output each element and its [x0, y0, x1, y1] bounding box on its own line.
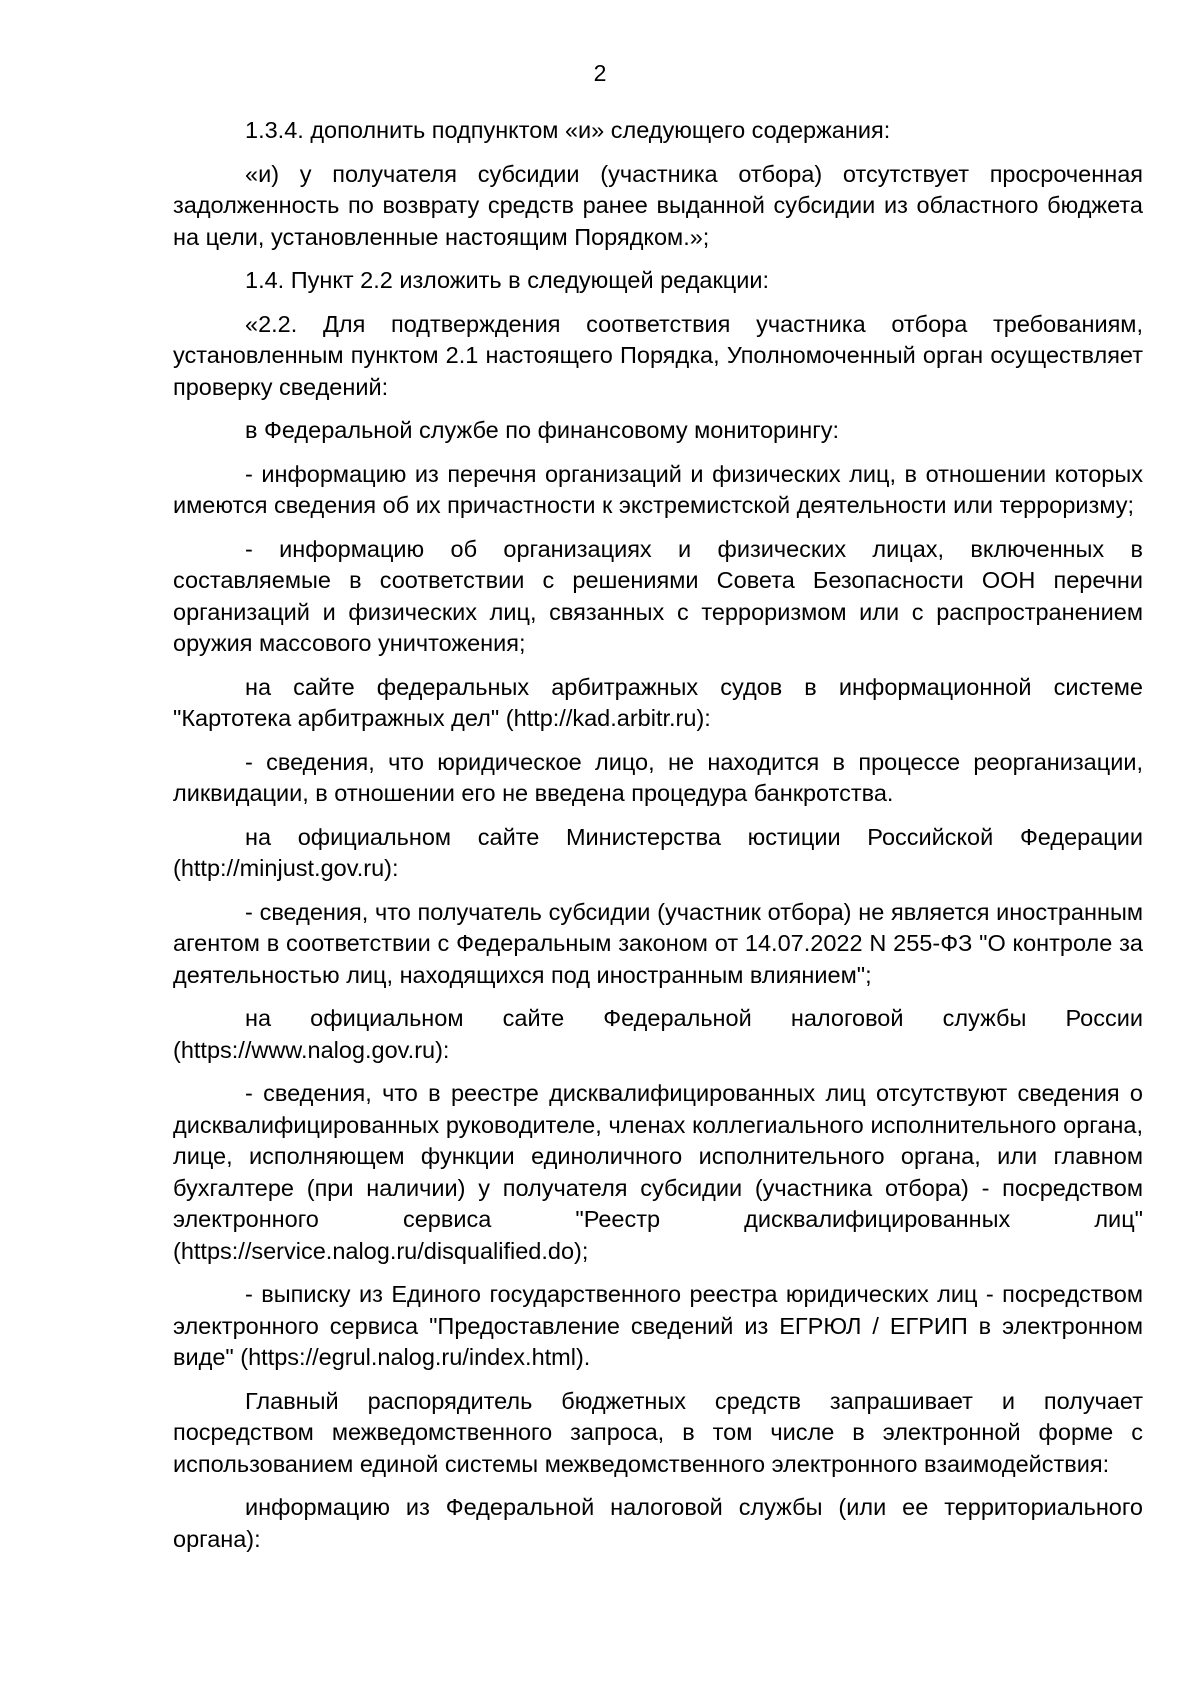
paragraph-foreign-agent-info: - сведения, что получатель субсидии (участник отбора) не является иностранным агентом в соответствии с Федеральным законом от 14.07.2022 N 255-ФЗ "О контроле за деятельностью лиц, находящихся под иностранным влиянием"; — [173, 898, 1143, 988]
paragraph-item-2-2: «2.2. Для подтверждения соответствия участника отбора требованиям, установленным пунктом 2.1 настоящего Порядка, Уполномоченный орган осуществляет проверку сведений: — [173, 310, 1143, 400]
paragraph-item-1-4: 1.4. Пункт 2.2 изложить в следующей редакции: — [245, 267, 770, 293]
paragraph-item-1-3-4: 1.3.4. дополнить подпунктом «и» следующего содержания: — [245, 117, 891, 143]
page-number: 2 — [593, 60, 607, 86]
paragraph-arbitration-site: на сайте федеральных арбитражных судов в информационной системе "Картотека арбитражных дел" (http://kad.arbitr.ru): — [173, 673, 1143, 731]
paragraph-subitem-i: «и) у получателя субсидии (участника отбора) отсутствует просроченная задолженность по возврату средств ранее выданной субсидии из областного бюджета на цели, установленные настоящим Порядком.»; — [173, 160, 1143, 250]
paragraph-interagency-request: Главный распорядитель бюджетных средств запрашивает и получает посредством межведомственного запроса, в том числе в электронной форме с использованием единой системы межведомственного электронного взаимодействия: — [173, 1387, 1143, 1477]
paragraph-tax-service-site: на официальном сайте Федеральной налоговой службы России (https://www.nalog.gov.ru): — [173, 1005, 1143, 1063]
paragraph-un-security-council-list: - информацию об организациях и физических лицах, включенных в составляемые в соответствии с решениями Совета Безопасности ООН перечни организаций и физических лиц, связанных с терроризмом или с распространением оружия массового уничтожения; — [173, 535, 1143, 656]
paragraph-minjust-site: на официальном сайте Министерства юстиции Российской Федерации (http://minjust.gov.ru): — [173, 823, 1143, 881]
paragraph-disqualified-registry: - сведения, что в реестре дисквалифицированных лиц отсутствуют сведения о дисквалифицированных руководителе, членах коллегиального исполнительного органа, лице, исполняющем функции единоличного исполнительного органа, или главном бухгалтере (при наличии) у получателя субсидии (участника отбора) - посредством электронного сервиса "Реестр дисквалифицированных лиц" (https://service.nalog.ru/disqualified.do); — [173, 1080, 1143, 1264]
paragraph-extremism-list: - информацию из перечня организаций и физических лиц, в отношении которых имеются сведения об их причастности к экстремистской деятельности или терроризму; — [173, 460, 1143, 518]
paragraph-tax-service-info: информацию из Федеральной налоговой службы (или ее территориального органа): — [173, 1494, 1143, 1552]
paragraph-egrul-extract: - выписку из Единого государственного реестра юридических лиц - посредством электронного сервиса "Предоставление сведений из ЕГРЮЛ / ЕГРИП в электронном виде" (https://egrul.nalog.ru/index.html). — [173, 1281, 1143, 1370]
paragraph-bankruptcy-info: - сведения, что юридическое лицо, не находится в процессе реорганизации, ликвидации, в отношении его не введена процедура банкротства. — [173, 748, 1143, 806]
document-body — [173, 115, 1143, 1567]
paragraph-rosfinmonitoring: в Федеральной службе по финансовому мониторингу: — [245, 417, 840, 443]
